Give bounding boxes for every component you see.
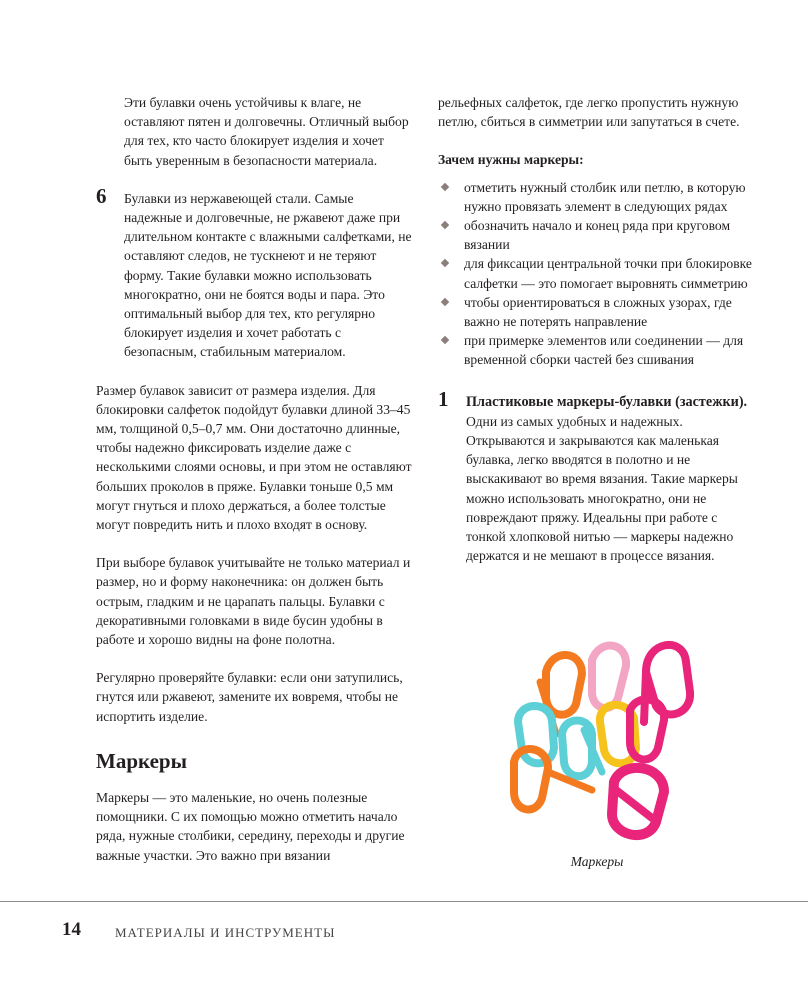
left-column <box>96 93 414 865</box>
check-paragraph: Регулярно проверяйте булавки: если они затупились, гнутся или ржавеют, замените их вовремя, чтобы не испортить изделие. <box>96 670 403 724</box>
diamond-bullet-icon <box>441 298 449 306</box>
diamond-bullet-icon <box>441 182 449 190</box>
continuation-paragraph: рельефных салфеток, где легко пропустить нужную петлю, сбиться в симметрии или запутаться в счете. <box>438 95 740 130</box>
item-number: 6 <box>96 183 107 208</box>
choice-paragraph: При выборе булавок учитывайте не только материал и размер, но и форму наконечника: он должен быть острым, гладким и не царапать пальцы. Булавки с декоративными головками в виде бусин удобны в работе и хорошо видны на фоне полотна. <box>96 555 411 648</box>
stitch-markers-photo <box>496 622 706 842</box>
aqua-marker <box>518 706 554 763</box>
markers-paragraph: Маркеры — это маленькие, но очень полезные помощники. С их помощью можно отметить начало ряда, нужные столбики, середину, переходы и другие важные участки. Это важно при вязании <box>96 789 405 863</box>
list-item: для фиксации центральной точки при блокировке салфетки — это помогает выровнять симметрию <box>438 254 756 292</box>
list-item: при примерке элементов или соединении — для временной сборки частей без сшивания <box>438 331 756 369</box>
right-column <box>438 93 756 565</box>
subheading: Зачем нужны маркеры: <box>438 152 584 168</box>
section-heading: Маркеры <box>96 748 187 773</box>
diamond-bullet-icon <box>441 259 449 267</box>
list-item-1 <box>438 386 756 566</box>
light-pink-marker <box>592 646 626 708</box>
list-item-6 <box>96 183 414 362</box>
large-pink-marker <box>612 768 664 835</box>
item-1-title: Пластиковые маркеры-булавки (застежки). <box>466 393 748 410</box>
intro-paragraph: Эти булавки очень устойчивы к влаге, не оставляют пятен и долговечны. Отличный выбор для тех, кто часто блокирует изделия и хочет быть уверенным в безопасности материала. <box>124 95 409 168</box>
page-number: 14 <box>62 919 81 940</box>
list-item: чтобы ориентироваться в сложных узорах, где важно не потерять направление <box>438 293 756 331</box>
running-head: МАТЕРИАЛЫ И ИНСТРУМЕНТЫ <box>115 925 336 940</box>
size-paragraph: Размер булавок зависит от размера изделия. Для блокировки салфеток подойдут булавки длиной 33–45 мм, толщиной 0,5–0,7 мм. Они достаточно длинные, чтобы надежно фиксировать изделие даже с несколькими слоями основы, и при этом не оставляют больших проколов в пряже. Булавки тоньше 0,5 мм могут гнуться и плохо держаться, а более толстые могут повредить нить и плохо входят в основу. <box>96 382 412 533</box>
footer-divider <box>0 901 808 902</box>
orange-marker <box>546 655 582 715</box>
item-number: 1 <box>438 386 449 411</box>
photo-caption: Маркеры <box>570 854 624 869</box>
purpose-list <box>438 178 756 370</box>
item-6-text: Булавки из нержавеющей стали. Самые надежные и долговечные, не ржавеют даже при длительном контакте с влажными салфетками, не оставляют следов, не тускнеют и не теряют форму. Такие булавки можно использовать многократно, они не боятся воды и пара. Это оптимальный выбор для тех, кто регулярно блокирует изделия и хочет работать с безопасным, стабильным материалом. <box>124 190 412 360</box>
diamond-bullet-icon <box>441 221 449 229</box>
item-1-text: Одни из самых удобных и надежных. Открываются и закрываются как маленькая булавка, легко вводятся в полотно и не выскакивают во время вязания. Такие маркеры можно использовать многократно, они не повреждают пряжу. Идеальны при работе с тонкой хлопковой нитью — маркеры надежно держатся и не мешают в процессе вязания. <box>466 413 738 564</box>
diamond-bullet-icon <box>441 336 449 344</box>
list-item: обозначить начало и конец ряда при круговом вязании <box>438 216 756 254</box>
list-item: отметить нужный столбик или петлю, в которую нужно провязать элемент в следующих рядах <box>438 178 756 216</box>
